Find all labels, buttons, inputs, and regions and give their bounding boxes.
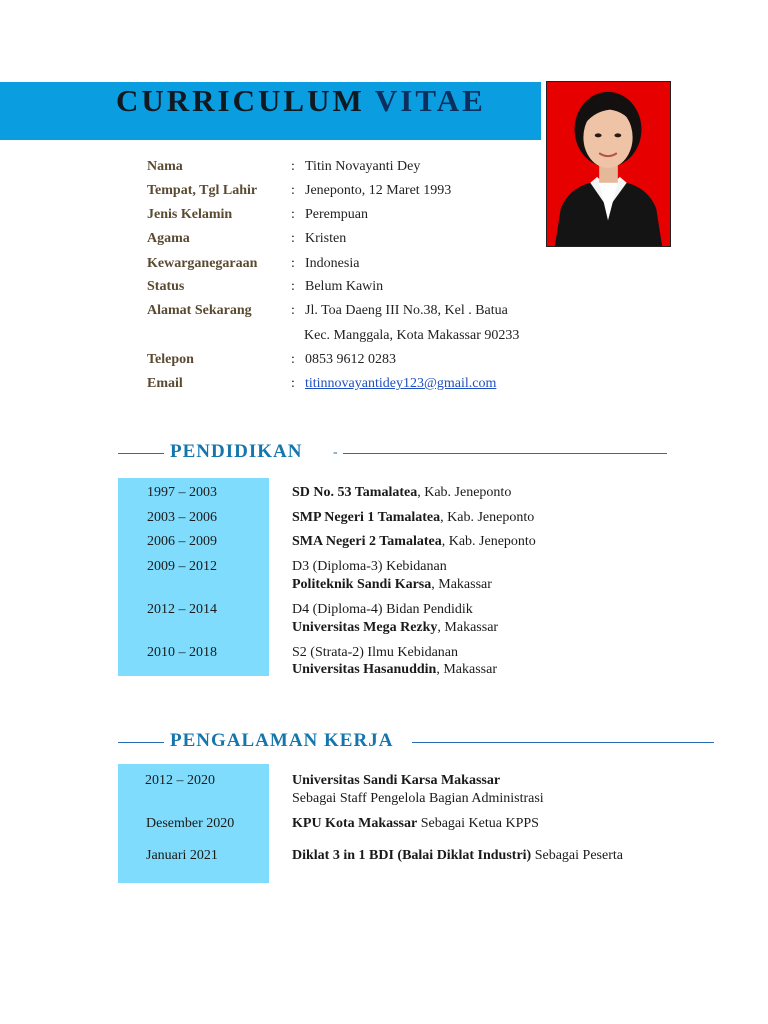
- education-years: 2012 – 2014: [147, 602, 217, 617]
- experience-role: Sebagai Staff Pengelola Bagian Administrasi: [292, 791, 544, 806]
- education-entry: [292, 509, 534, 527]
- education-years: 2010 – 2018: [147, 645, 217, 660]
- school-name: SD No. 53 Tamalatea: [292, 485, 418, 500]
- experience-role: Sebagai Ketua KPPS: [417, 816, 539, 831]
- education-entry: [292, 619, 498, 637]
- bio-colon: :: [291, 183, 295, 198]
- bio-label: Jenis Kelamin: [147, 207, 233, 222]
- school-name: Universitas Hasanuddin: [292, 662, 437, 677]
- bio-label: Nama: [147, 159, 183, 174]
- section-rule-right: [412, 742, 714, 743]
- education-years: 2003 – 2006: [147, 510, 217, 525]
- school-location: , Makassar: [431, 577, 492, 592]
- bio-value: Kristen: [305, 231, 347, 246]
- bio-row-nama: [0, 157, 600, 177]
- bio-row-kewarganegaraan: [0, 254, 600, 274]
- experience-org: [292, 772, 500, 790]
- employer-name: Universitas Sandi Karsa Makassar: [292, 773, 501, 788]
- page-title: [116, 83, 486, 119]
- bio-colon: :: [291, 376, 295, 391]
- bio-label: Agama: [147, 231, 190, 246]
- education-degree: S2 (Strata-2) Ilmu Kebidanan: [292, 645, 459, 660]
- experience-entry: [292, 815, 539, 833]
- bio-label: Kewarganegaraan: [147, 256, 258, 271]
- experience-years: Januari 2021: [146, 848, 218, 863]
- section-dash: -: [333, 445, 338, 460]
- bio-value: Titin Novayanti Dey: [305, 159, 421, 174]
- bio-value: Belum Kawin: [305, 279, 384, 294]
- experience-years: 2012 – 2020: [145, 773, 215, 788]
- bio-value: Indonesia: [305, 256, 360, 271]
- education-entry: [292, 576, 492, 594]
- bio-row-status: [0, 277, 600, 297]
- title-word-curriculum: CURRICULUM: [116, 83, 365, 118]
- education-years: 1997 – 2003: [147, 485, 217, 500]
- school-location: , Kab. Jeneponto: [417, 485, 512, 500]
- employer-name: KPU Kota Makassar: [292, 816, 418, 831]
- experience-years: Desember 2020: [146, 816, 235, 831]
- section-title-pendidikan: PENDIDIKAN: [170, 441, 303, 462]
- school-location: , Makassar: [436, 662, 497, 677]
- bio-colon: :: [291, 159, 295, 174]
- school-name: Politeknik Sandi Karsa: [292, 577, 432, 592]
- bio-value: Perempuan: [305, 207, 368, 222]
- section-rule-left: [118, 453, 164, 454]
- school-location: , Kab. Jeneponto: [441, 534, 536, 549]
- bio-value: 0853 9612 0283: [305, 352, 396, 367]
- school-location: , Makassar: [437, 620, 499, 635]
- bio-colon: :: [291, 279, 295, 294]
- section-title-pengalaman: PENGALAMAN KERJA: [170, 730, 394, 751]
- education-entry: [292, 484, 511, 502]
- bio-label: Tempat, Tgl Lahir: [147, 183, 258, 198]
- section-rule-left: [118, 742, 164, 743]
- bio-row-alamat: [0, 301, 600, 321]
- bio-row-agama: [0, 229, 600, 249]
- bio-colon: :: [291, 207, 295, 222]
- school-name: Universitas Mega Rezky: [292, 620, 438, 635]
- experience-entry: [292, 847, 623, 865]
- bio-value: Jeneponto, 12 Maret 1993: [305, 183, 452, 198]
- education-degree: D3 (Diploma-3) Kebidanan: [292, 559, 447, 574]
- bio-label: Alamat Sekarang: [147, 303, 252, 318]
- bio-row-email: [0, 374, 600, 394]
- school-name: SMP Negeri 1 Tamalatea: [292, 510, 441, 525]
- title-word-vitae: VITAE: [374, 83, 486, 118]
- section-rule-right: [343, 453, 667, 454]
- employer-name: Diklat 3 in 1 BDI (Balai Diklat Industri): [292, 848, 532, 863]
- bio-label: Status: [147, 279, 185, 294]
- education-degree: D4 (Diploma-4) Bidan Pendidik: [292, 602, 473, 617]
- school-name: SMA Negeri 2 Tamalatea: [292, 534, 442, 549]
- bio-label: Telepon: [147, 352, 194, 367]
- bio-row-ttl: [0, 181, 600, 201]
- bio-colon: :: [291, 303, 295, 318]
- email-link[interactable]: titinnovayantidey123@gmail.com: [305, 376, 497, 391]
- education-years: 2009 – 2012: [147, 559, 217, 574]
- education-years: 2006 – 2009: [147, 534, 217, 549]
- education-entry: [292, 533, 536, 551]
- bio-colon: :: [291, 256, 295, 271]
- bio-label: Email: [147, 376, 183, 391]
- experience-role: Sebagai Peserta: [531, 848, 623, 863]
- bio-value: Jl. Toa Daeng III No.38, Kel . Batua: [305, 303, 508, 318]
- bio-address-line2: Kec. Manggala, Kota Makassar 90233: [304, 328, 520, 343]
- school-location: , Kab. Jeneponto: [440, 510, 535, 525]
- bio-colon: :: [291, 352, 295, 367]
- bio-row-jenis-kelamin: [0, 205, 600, 225]
- bio-colon: :: [291, 231, 295, 246]
- education-entry: [292, 661, 497, 679]
- bio-row-telepon: [0, 350, 600, 370]
